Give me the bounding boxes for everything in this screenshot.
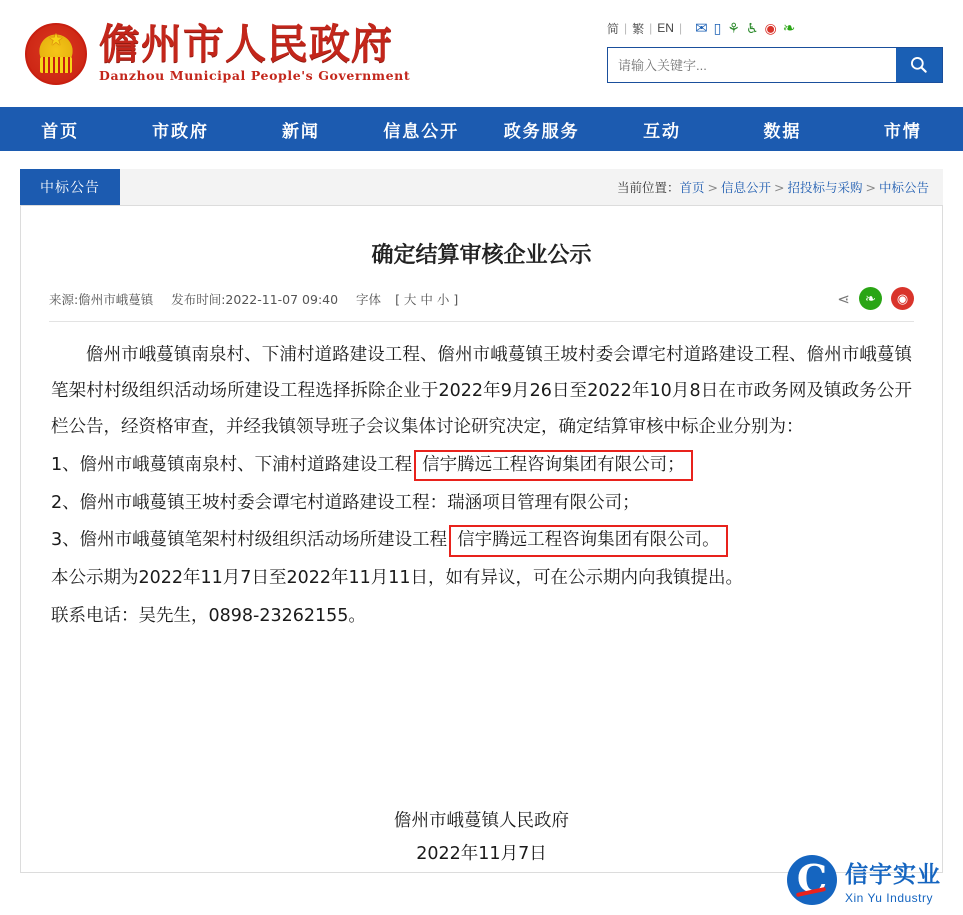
xinyu-logo-icon xyxy=(787,855,837,905)
search-bar xyxy=(607,47,943,83)
article-meta xyxy=(49,287,914,322)
wechat-share-icon[interactable]: ❧ xyxy=(859,287,882,310)
article-paragraph-1: 儋州市峨蔓镇南泉村、下浦村道路建设工程、儋州市峨蔓镇王坡村委会谭宅村道路建设工程、儋州市峨蔓镇笔架村村级组织活动场所建设工程选择拆除企业于2022年9月26日至2022年10月8日在市政务网及镇政务公开栏公告，经资格审查，并经我镇领导班子会议集体讨论研究决定，确定结算审核中标企业分别为： xyxy=(51,345,912,437)
signature-organization: 儋州市峨蔓镇人民政府 xyxy=(394,811,569,831)
content-wrapper xyxy=(0,151,963,873)
article-signature xyxy=(49,805,914,872)
main-nav xyxy=(0,107,963,151)
nav-item-city[interactable]: 市情 xyxy=(883,121,922,142)
list-item-3-highlight: 信宇腾远工程咨询集团有限公司。 xyxy=(449,525,728,556)
article-meta-left xyxy=(49,290,472,308)
lang-traditional-link[interactable]: 繁 xyxy=(632,21,645,36)
article-body xyxy=(49,322,914,635)
column-tag: 中标公告 xyxy=(20,169,120,205)
site-title-en: Danzhou Municipal People's Government xyxy=(99,68,411,84)
site-header xyxy=(0,0,963,107)
nav-item-services[interactable]: 政务服务 xyxy=(503,121,580,142)
signature-date: 2022年11月7日 xyxy=(416,844,547,865)
nav-item-government[interactable]: 市政府 xyxy=(152,121,210,142)
top-icon-group xyxy=(695,21,795,36)
corner-logo-name-en: Xin Yu Industry xyxy=(845,890,933,905)
site-title-cn: 儋州市人民政府 xyxy=(99,20,393,69)
wheelchair-icon[interactable]: ♿ xyxy=(745,20,759,36)
article-paragraph-3: 联系电话：吴先生，0898-23262155。 xyxy=(51,606,366,627)
font-size-small[interactable]: 小 xyxy=(436,291,450,307)
article-list-item-3 xyxy=(51,523,912,559)
lang-simplified-link[interactable]: 简 xyxy=(607,21,620,36)
breadcrumb-sep-2: > xyxy=(774,180,785,195)
nav-item-info-disclosure[interactable]: 信息公开 xyxy=(383,121,460,142)
toplink-separator-2: | xyxy=(649,21,653,35)
nav-item-home[interactable]: 首页 xyxy=(41,121,80,142)
accessibility-icon[interactable]: ⚘ xyxy=(727,20,740,36)
list-item-3-text: 3、儋州市峨蔓镇笔架村村级组织活动场所建设工程 xyxy=(51,530,448,551)
breadcrumb-prefix: 当前位置： xyxy=(616,180,680,195)
article-publish-time: 发布时间:2022-11-07 09:40 xyxy=(171,291,339,307)
brand-text xyxy=(99,20,411,84)
font-size-large[interactable]: 大 xyxy=(403,291,417,307)
nav-item-data[interactable]: 数据 xyxy=(763,121,802,142)
breadcrumb-item-bidding[interactable]: 招投标与采购 xyxy=(787,180,863,195)
mobile-icon[interactable]: ▯ xyxy=(713,20,722,36)
article-source: 来源:儋州市峨蔓镇 xyxy=(49,291,154,307)
site-brand[interactable] xyxy=(25,20,411,85)
list-item-1-highlight: 信宇腾远工程咨询集团有限公司； xyxy=(414,450,693,481)
top-links xyxy=(607,18,943,38)
nav-item-news[interactable]: 新闻 xyxy=(281,121,320,142)
breadcrumb-sep-3: > xyxy=(865,180,876,195)
article-paragraph-2: 本公示期为2022年11月7日至2022年11月11日，如有异议，可在公示期内向我镇提出。 xyxy=(51,568,744,589)
search-button[interactable] xyxy=(896,48,942,82)
font-size-medium[interactable]: 中 xyxy=(420,291,433,307)
share-icon[interactable]: ⋖ xyxy=(837,290,850,308)
corner-logo-name-cn: 信宇实业 xyxy=(845,860,941,888)
share-group xyxy=(837,287,914,310)
search-input[interactable] xyxy=(608,48,896,82)
corner-logo-text xyxy=(845,856,941,905)
article xyxy=(21,206,942,872)
article-list-item-1 xyxy=(51,448,912,484)
breadcrumb-item-home[interactable]: 首页 xyxy=(679,180,705,195)
wechat-icon[interactable]: ❧ xyxy=(782,19,796,37)
weibo-share-icon[interactable]: ◉ xyxy=(891,287,914,310)
list-item-1-text: 1、儋州市峨蔓镇南泉村、下浦村道路建设工程 xyxy=(51,454,413,475)
page-title: 确定结算审核企业公示 xyxy=(371,243,592,268)
article-card xyxy=(20,205,943,873)
corner-logo xyxy=(787,855,941,905)
weibo-icon[interactable]: ◉ xyxy=(764,20,777,36)
header-right xyxy=(607,18,943,83)
breadcrumb-item-current[interactable]: 中标公告 xyxy=(878,180,929,195)
mail-icon[interactable]: ✉ xyxy=(695,19,708,37)
lang-english-link[interactable]: EN xyxy=(657,21,674,35)
toplink-separator-3: | xyxy=(678,21,683,35)
font-size-control: 字体 [ 大 中 小 ] xyxy=(356,291,459,307)
national-emblem-icon xyxy=(25,23,87,85)
font-size-label: 字体 xyxy=(356,291,382,307)
search-icon xyxy=(909,55,929,75)
toplink-separator-1: | xyxy=(624,21,628,35)
article-list-item-2: 2、儋州市峨蔓镇王坡村委会谭宅村道路建设工程：瑞涵项目管理有限公司； xyxy=(51,492,640,513)
nav-list xyxy=(0,117,963,142)
breadcrumb-item-info-disclosure[interactable]: 信息公开 xyxy=(720,180,771,195)
breadcrumb-bar xyxy=(20,169,943,205)
breadcrumb xyxy=(617,178,943,196)
breadcrumb-sep-1: > xyxy=(707,180,718,195)
nav-item-interaction[interactable]: 互动 xyxy=(643,121,682,142)
